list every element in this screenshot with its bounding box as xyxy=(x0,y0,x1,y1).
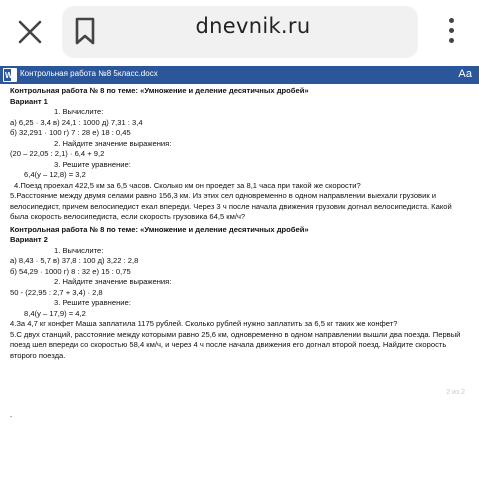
url-text[interactable]: dnevnik.ru xyxy=(195,14,311,38)
document-header-bar xyxy=(0,66,479,84)
variant1-task3: 3. Решите уравнение: xyxy=(54,159,131,169)
text-size-button[interactable]: Аа xyxy=(458,68,472,80)
variant1-label: Вариант 1 xyxy=(10,96,48,106)
variant1-task2: 2. Найдите значение выражения: xyxy=(54,138,172,148)
variant1-expression: (20 – 22,05 : 2,1) · 6,4 + 9,2 xyxy=(10,149,105,158)
variant2-label: Вариант 2 xyxy=(10,235,48,244)
variant1-task1-line-b: б) 32,291 · 100 г) 7 : 28 е) 18 : 0,45 xyxy=(10,128,131,137)
document-content xyxy=(10,86,472,361)
variant2-task1-line-a: а) 8,43 · 5,7 в) 37,8 : 100 д) 3,22 : 2,8 xyxy=(10,256,139,265)
variant2-equation: 8,4(у – 17,9) = 4,2 xyxy=(24,308,86,318)
variant2-task3: 3. Решите уравнение: xyxy=(54,298,131,307)
document-title: Контрольная работа №8 5класс.docx xyxy=(20,69,158,78)
variant2-task1: 1. Вычислите: xyxy=(54,245,104,255)
close-icon[interactable] xyxy=(16,18,44,46)
word-document-icon xyxy=(3,68,17,82)
bookmark-icon[interactable] xyxy=(74,16,96,46)
variant2-task5: 5.С двух станций, расстояние между которыми равно 25,6 км, одновременно в одном направлении вышли два поезда. Первый поезд шел впереди со скоростью 58,4 км/ч, и через 4 ч после начала движения его догнал второй поезд. Найдите скорость второго поезда. xyxy=(10,329,461,360)
more-vertical-icon[interactable] xyxy=(446,18,456,46)
variant2-expression: 50 - (22,95 : 2,7 + 3,4) · 2,8 xyxy=(10,287,103,297)
variant2-task4: 4.За 4,7 кг конфет Маша заплатила 1175 рублей. Сколько рублей нужно заплатить за 6,5 кг таких же конфет? xyxy=(10,319,398,328)
variant2-task1-line-b: б) 54,29 · 1000 г) 8 : 32 е) 15 : 0,75 xyxy=(10,266,131,276)
variant1-title: Контрольная работа № 8 по теме: «Умножение и деление десятичных дробей» xyxy=(10,86,309,95)
variant2-task2: 2. Найдите значение выражения: xyxy=(54,277,172,286)
trailing-mark: - xyxy=(10,414,13,421)
page-indicator: 2 из 2 xyxy=(446,389,465,396)
variant2-title: Контрольная работа № 8 по теме: «Умножение и деление десятичных дробей» xyxy=(10,224,309,234)
browser-toolbar xyxy=(0,0,479,64)
variant1-task1-line-a: а) 6,25 · 3,4 в) 24,1 : 1000 д) 7,31 : 3,4 xyxy=(10,117,143,127)
variant1-task5: 5.Расстояние между двумя селами равно 156,3 км. Из этих сел одновременно в одном направлении выехали грузовик и велосипедист, причем велосипедист ехал впереди. Через 3 ч после начала движения грузовик догнал велосипедиста. Какой была скорость велосипедиста, если скорость грузовика 64,5 км/ч? xyxy=(10,191,452,221)
variant1-task1: 1. Вычислите: xyxy=(54,107,104,116)
svg-text:W: W xyxy=(5,71,13,80)
variant1-equation: 6,4(у – 12,8) = 3,2 xyxy=(24,170,86,179)
variant1-task4: 4.Поезд проехал 422,5 км за 6,5 часов. Сколько км он проедет за 8,1 часа при такой же скорости? xyxy=(14,180,361,190)
